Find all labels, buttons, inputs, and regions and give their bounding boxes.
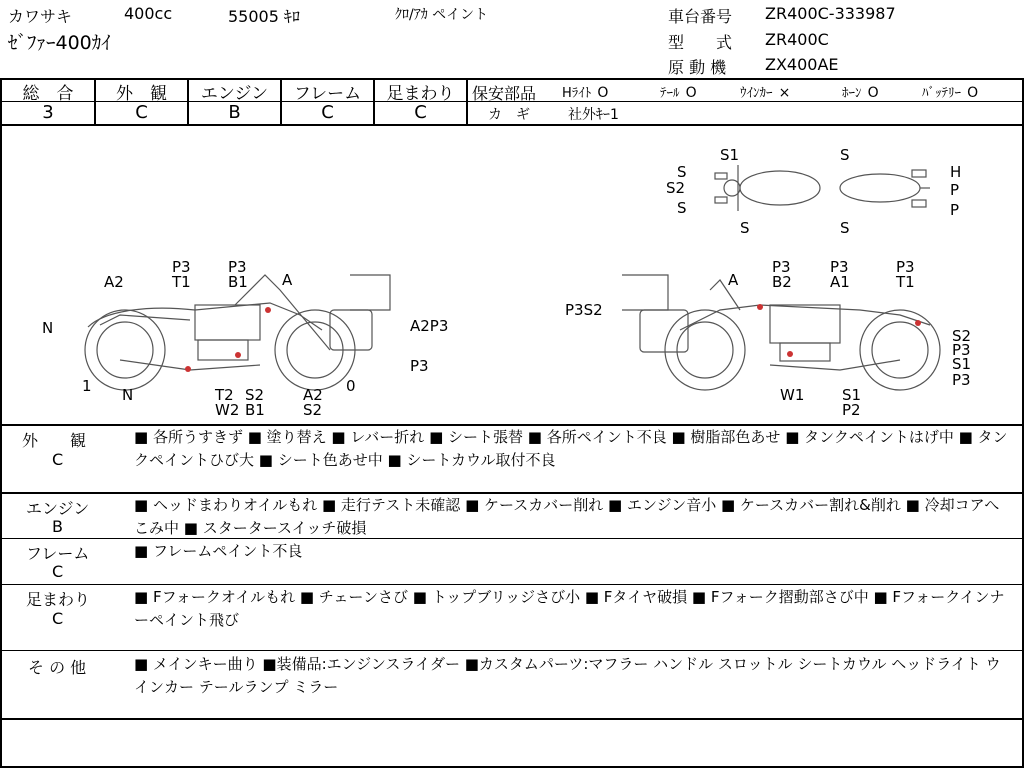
- diagram-label: S1: [720, 146, 740, 164]
- safety-item-winker: [740, 82, 790, 101]
- mileage: 55005 ｷﾛ: [228, 7, 300, 26]
- frame-number-value: ZR400C-333987: [765, 4, 896, 23]
- divider: [0, 650, 1024, 651]
- remark-title-exterior: 外 観: [22, 431, 87, 450]
- diagram-label: B1: [245, 401, 265, 419]
- diagram-label: P: [950, 181, 960, 199]
- diagram-label: A2: [303, 386, 323, 404]
- remark-title-suspension: 足まわり: [26, 590, 91, 609]
- diagram-label: P3S2: [565, 301, 603, 319]
- remark-grade-frame: C: [52, 562, 64, 581]
- engine-model-value: ZX400AE: [765, 55, 839, 74]
- safety-item-label: ﾊﾞｯﾃﾘｰ: [922, 86, 961, 101]
- status-ng-icon: ×: [778, 85, 791, 101]
- grade-total: 3: [42, 102, 54, 123]
- top-view: [715, 165, 930, 211]
- status-ok-icon: O: [597, 85, 609, 101]
- diagram-label: S1: [842, 386, 862, 404]
- diagram-label: S: [840, 219, 850, 237]
- diagram-label: P3: [952, 341, 971, 359]
- diagram-label: T1: [896, 273, 915, 291]
- remark-text-suspension: ■ Fフォークオイルもれ ■ チェーンさび ■ トップブリッジさび小 ■ Fタイヤ破損 ■ Fフォーク摺動部さび中 ■ Fフォークインナーペイント飛び: [134, 588, 1005, 629]
- diagram-label: P2: [842, 401, 861, 419]
- divider: [0, 584, 1024, 585]
- type-label: 型 式: [668, 33, 733, 52]
- diagram-label: S: [677, 163, 687, 181]
- grade-header-exterior: 外 観: [116, 84, 167, 104]
- diagram-label: N: [42, 319, 54, 337]
- diagram-label: S: [677, 199, 687, 217]
- diagram-label: S1: [952, 355, 972, 373]
- remark-grade-suspension: C: [52, 609, 64, 628]
- diagram-label: T1: [172, 273, 191, 291]
- diagram-label: 1: [82, 377, 92, 395]
- diagram-label: T2: [215, 386, 234, 404]
- frame-number-label: 車台番号: [668, 7, 733, 26]
- safety-item-label: Hﾗｲﾄ: [562, 86, 592, 101]
- safety-item-tail: [660, 82, 697, 101]
- diagram-label: P3: [896, 258, 915, 276]
- grade-header-engine: エンジン: [200, 84, 269, 104]
- key-value: 社外ｷｰ1: [568, 107, 619, 123]
- diagram-label: P: [950, 201, 960, 219]
- grade-suspension: C: [414, 102, 427, 123]
- diagram-label: N: [122, 386, 134, 404]
- diagram-label: A: [728, 271, 739, 289]
- safety-item-label: ｳｲﾝｶｰ: [740, 86, 773, 101]
- grade-frame: C: [321, 102, 334, 123]
- diagram-label: H: [950, 163, 962, 181]
- safety-item-label: ﾎｰﾝ: [842, 86, 862, 101]
- diagram-label: 0: [346, 377, 356, 395]
- status-ok-icon: O: [867, 85, 879, 101]
- diagram-label: P3: [952, 371, 971, 389]
- diagram-label: P3: [772, 258, 791, 276]
- diagram-label: A1: [830, 273, 850, 291]
- top-view-labels: [666, 146, 961, 237]
- remark-text-exterior: ■ 各所うすきず ■ 塗り替え ■ レバー折れ ■ シート張替 ■ 各所ペイント不良 ■ 樹脂部色あせ ■ タンクペイントはげ中 ■ タンクペイントひび大 ■ シート色あせ中 ■ シートカウル取付不良: [134, 428, 1008, 469]
- diagram-label: W1: [780, 386, 805, 404]
- left-side-labels: [42, 258, 448, 419]
- status-ok-icon: O: [685, 85, 697, 101]
- remark-title-frame: フレーム: [26, 544, 90, 563]
- diagram-label: A: [282, 271, 293, 289]
- safety-item-label: ﾃｰﾙ: [660, 86, 680, 101]
- grade-header-suspension: 足まわり: [386, 84, 455, 104]
- damage-diagram: [0, 125, 1024, 425]
- grade-exterior: C: [135, 102, 148, 123]
- diagram-label: S: [740, 219, 750, 237]
- diagram-label: S: [840, 146, 850, 164]
- remark-text-engine: ■ ヘッドまわりオイルもれ ■ 走行テスト未確認 ■ ケースカバー削れ ■ エンジン音小 ■ ケースカバー割れ&削れ ■ 冷却コアへこみ中 ■ スタータースイッチ破損: [134, 496, 1000, 537]
- diagram-label: S2: [666, 179, 686, 197]
- maker: カワサキ: [8, 7, 73, 26]
- diagram-label: B1: [228, 273, 248, 291]
- color: ｸﾛ/ｱｶ ペイント: [395, 7, 489, 23]
- remark-grade-exterior: C: [52, 450, 64, 469]
- grade-engine: B: [228, 102, 241, 123]
- diagram-label: S2: [303, 401, 323, 419]
- remark-text-frame: ■ フレームペイント不良: [134, 542, 303, 560]
- diagram-label: P3: [228, 258, 247, 276]
- key-label: カ ギ: [488, 107, 530, 123]
- status-ok-icon: O: [967, 85, 979, 101]
- grade-header-total: 総 合: [22, 84, 74, 104]
- engine-model-label: 原 動 機: [668, 58, 727, 77]
- diagram-label: W2: [215, 401, 240, 419]
- safety-item-horn: [842, 82, 879, 101]
- diagram-label: P3: [410, 357, 429, 375]
- remark-text-other: ■ メインキー曲り ■装備品:エンジンスライダー ■カスタムパーツ:マフラー ハンドル スロットル シートカウル ヘッドライト ウインカー テールランプ ミラー: [134, 655, 1001, 696]
- displacement: 400cc: [124, 4, 173, 23]
- diagram-label: P3: [830, 258, 849, 276]
- type-value: ZR400C: [765, 30, 829, 49]
- safety-item-headlight: [562, 82, 608, 101]
- right-side-labels: [565, 258, 971, 419]
- model-name: ｾﾞﾌｧｰ400ｶｲ: [8, 32, 111, 54]
- divider: [466, 78, 468, 124]
- diagram-label: A2: [104, 273, 124, 291]
- grade-header-frame: フレーム: [293, 84, 362, 104]
- safety-label: 保安部品: [472, 84, 537, 103]
- remark-title-engine: エンジン: [26, 499, 90, 518]
- left-side-bike: [85, 275, 390, 390]
- diagram-label: P3: [172, 258, 191, 276]
- diagram-label: S2: [952, 327, 972, 345]
- remark-title-other: そ の 他: [28, 658, 87, 677]
- diagram-label: B2: [772, 273, 792, 291]
- damage-mark: [185, 304, 921, 372]
- diagram-label: A2P3: [410, 317, 449, 335]
- remark-grade-engine: B: [52, 517, 63, 536]
- diagram-label: S2: [245, 386, 265, 404]
- divider: [0, 718, 1024, 720]
- right-side-bike: [622, 275, 940, 390]
- safety-item-battery: [922, 82, 978, 101]
